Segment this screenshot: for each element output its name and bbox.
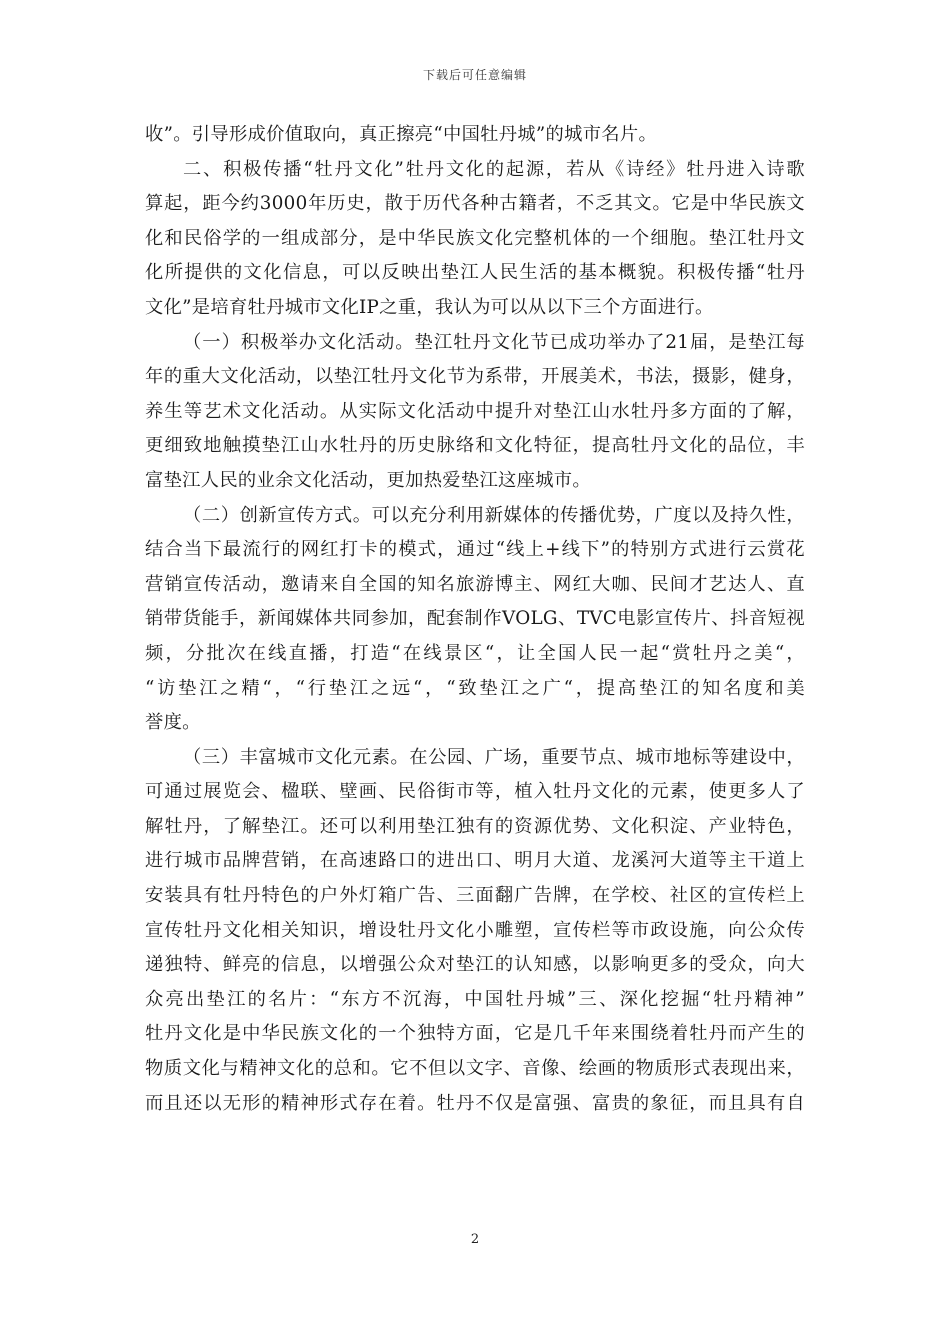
text-line: 解牡丹，了解垫江。还可以利用垫江独有的资源优势、文化积淀、产业特色， — [145, 815, 805, 837]
text-line: 养生等艺术文化活动。从实际文化活动中提升对垫江山水牡丹多方面的了解， — [145, 400, 805, 422]
text-line: 安装具有牡丹特色的户外灯箱广告、三面翻广告牌，在学校、社区的宣传栏上 — [145, 885, 805, 907]
text-line: 富垫江人民的业余文化活动，更加热爱垫江这座城市。 — [145, 469, 591, 491]
text-line: （二）创新宣传方式。可以充分利用新媒体的传播优势，广度以及持久性， — [183, 504, 805, 526]
text-line: 算起，距今约3000年历史，散于历代各种古籍者，不乏其文。它是中华民族文 — [145, 193, 805, 215]
text-line: 宣传牡丹文化相关知识，增设牡丹文化小雕塑，宣传栏等市政设施，向公众传 — [145, 919, 805, 941]
text-line: 进行城市品牌营销，在高速路口的进出口、明月大道、龙溪河大道等主干道上 — [145, 850, 805, 872]
text-line: 结合当下最流行的网红打卡的模式，通过“线上+线下”的特别方式进行云赏花 — [145, 539, 805, 561]
text-line: （三）丰富城市文化元素。在公园、广场，重要节点、城市地标等建设中， — [183, 746, 805, 768]
text-line: 可通过展览会、楹联、壁画、民俗街市等，植入牡丹文化的元素，使更多人了 — [145, 781, 805, 803]
text-line: 誉度。 — [145, 712, 201, 734]
text-line: 递独特、鲜亮的信息，以增强公众对垫江的认知感，以影响更多的受众，向大 — [145, 954, 805, 976]
page-header: 下载后可任意编辑 — [422, 68, 527, 82]
text-line: 更细致地触摸垫江山水牡丹的历史脉络和文化特征，提高牡丹文化的品位，丰 — [145, 435, 805, 457]
text-line: 销带货能手，新闻媒体共同参加，配套制作VOLG、TVC电影宣传片、抖音短视 — [145, 608, 805, 630]
text-line: 众亮出垫江的名片：“东方不沉海，中国牡丹城”三、深化挖掘“牡丹精神” — [145, 988, 805, 1010]
text-line: 二、积极传播“牡丹文化”牡丹文化的起源，若从《诗经》牡丹进入诗歌 — [183, 158, 805, 180]
document-body — [145, 118, 805, 1121]
text-line: 化和民俗学的一组成部分，是中华民族文化完整机体的一个细胞。垫江牡丹文 — [145, 227, 805, 249]
text-line: 物质文化与精神文化的总和。它不但以文字、音像、绘画的物质形式表现出来， — [145, 1058, 805, 1080]
page-number: 2 — [470, 1232, 480, 1247]
text-line: “访垫江之精“，“行垫江之远“，“致垫江之广“，提高垫江的知名度和美 — [145, 677, 805, 699]
text-line: 频，分批次在线直播，打造“在线景区“，让全国人民一起“赏牡丹之美“， — [145, 642, 805, 664]
text-line: 牡丹文化是中华民族文化的一个独特方面，它是几千年来围绕着牡丹而产生的 — [145, 1023, 805, 1045]
text-line: 而且还以无形的精神形式存在着。牡丹不仅是富强、富贵的象征，而且具有自 — [145, 1092, 805, 1114]
text-line: 年的重大文化活动，以垫江牡丹文化节为系带，开展美术，书法，摄影，健身， — [145, 366, 805, 388]
text-line: 化所提供的文化信息，可以反映出垫江人民生活的基本概貌。积极传播“牡丹 — [145, 262, 805, 284]
text-line: 文化”是培育牡丹城市文化IP之重，我认为可以从以下三个方面进行。 — [145, 296, 714, 318]
text-line: 营销宣传活动，邀请来自全国的知名旅游博主、网红大咖、民间才艺达人、直 — [145, 573, 805, 595]
text-line: 收”。引导形成价值取向，真正擦亮“中国牡丹城”的城市名片。 — [145, 124, 658, 145]
text-line: （一）积极举办文化活动。垫江牡丹文化节已成功举办了21届，是垫江每 — [183, 331, 805, 353]
